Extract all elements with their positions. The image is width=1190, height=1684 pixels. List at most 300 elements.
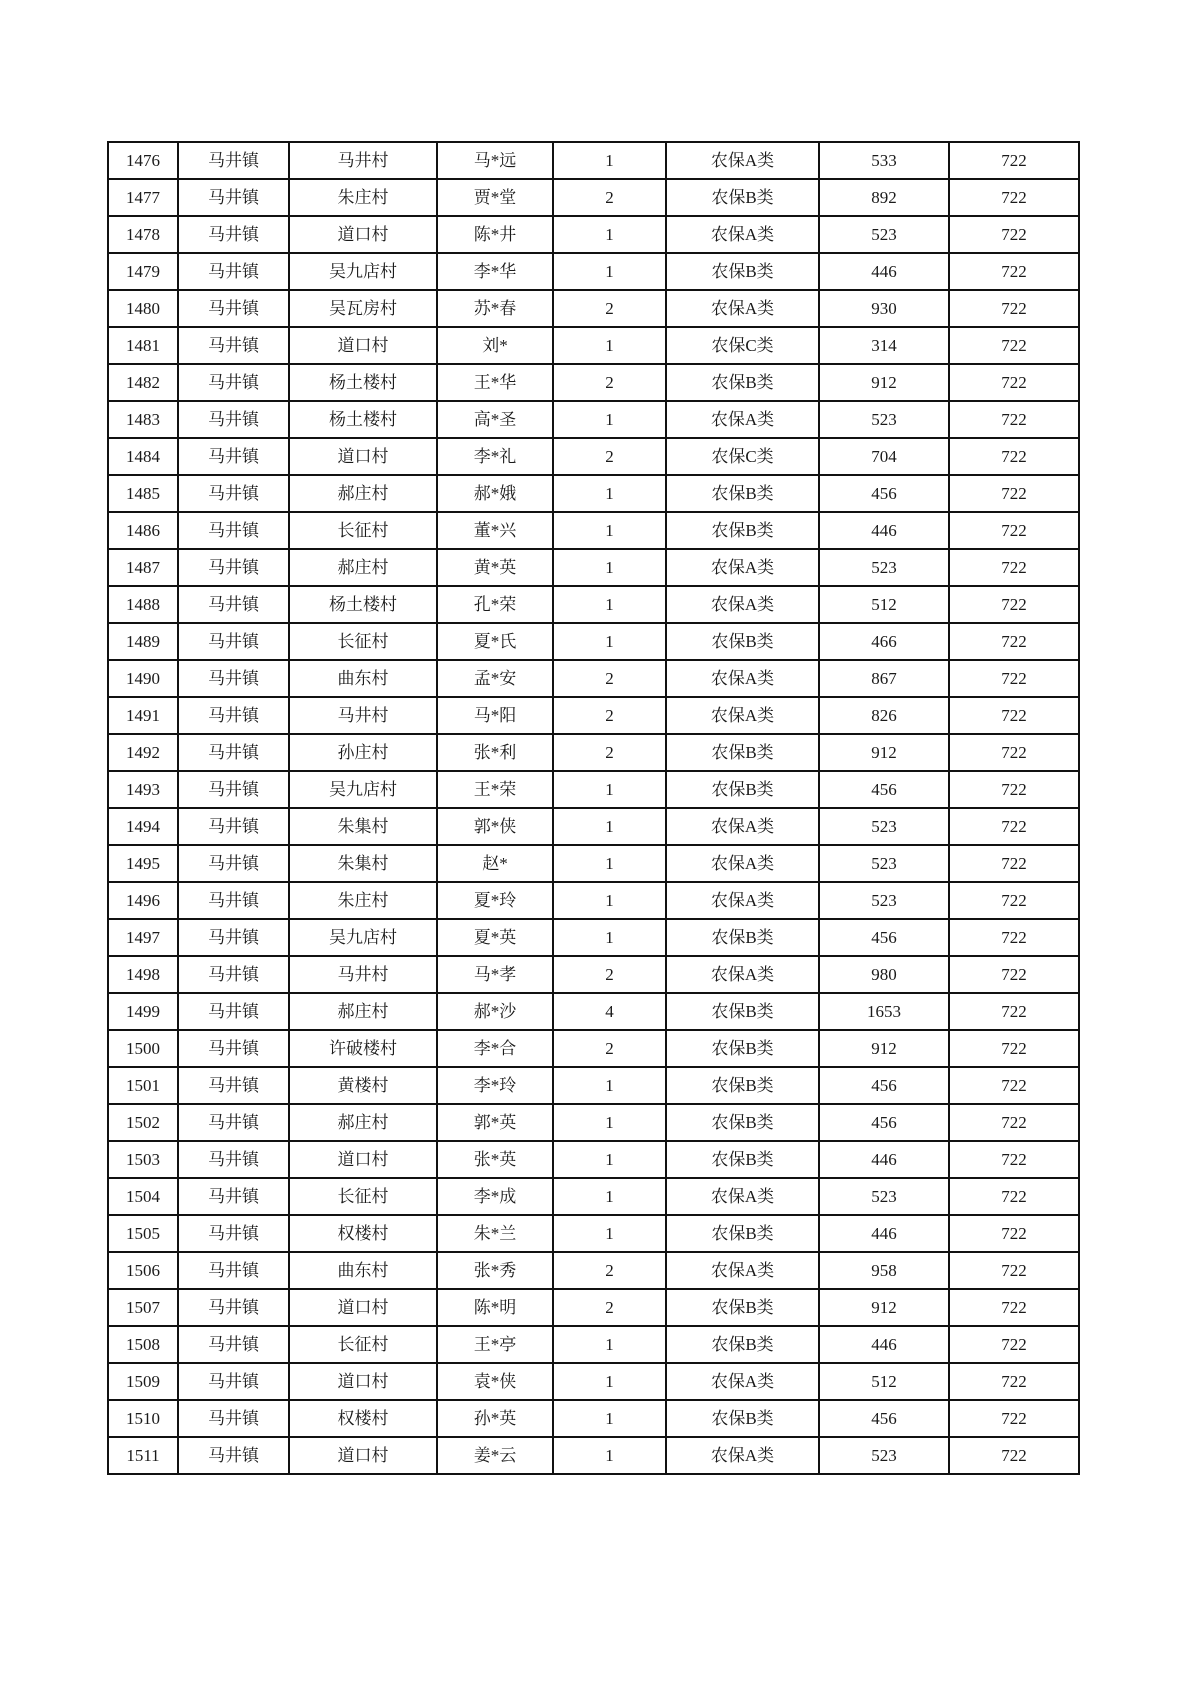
cell-amount: 523 bbox=[819, 216, 949, 253]
table-row bbox=[108, 919, 1079, 956]
cell-town: 马井镇 bbox=[178, 1252, 289, 1289]
cell-amount: 446 bbox=[819, 512, 949, 549]
cell-amount: 446 bbox=[819, 1326, 949, 1363]
cell-name: 李*华 bbox=[437, 253, 553, 290]
table-row bbox=[108, 1141, 1079, 1178]
cell-town: 马井镇 bbox=[178, 1289, 289, 1326]
cell-serial-number: 1498 bbox=[108, 956, 178, 993]
cell-household-members: 1 bbox=[553, 549, 666, 586]
cell-household-members: 1 bbox=[553, 512, 666, 549]
cell-amount: 314 bbox=[819, 327, 949, 364]
cell-standard: 722 bbox=[949, 1141, 1079, 1178]
cell-standard: 722 bbox=[949, 845, 1079, 882]
cell-standard: 722 bbox=[949, 1437, 1079, 1474]
cell-amount: 892 bbox=[819, 179, 949, 216]
cell-name: 张*英 bbox=[437, 1141, 553, 1178]
cell-amount: 456 bbox=[819, 475, 949, 512]
table-row bbox=[108, 364, 1079, 401]
table-row bbox=[108, 438, 1079, 475]
cell-name: 陈*井 bbox=[437, 216, 553, 253]
cell-standard: 722 bbox=[949, 882, 1079, 919]
table-row bbox=[108, 327, 1079, 364]
cell-village: 朱集村 bbox=[289, 808, 437, 845]
cell-name: 李*礼 bbox=[437, 438, 553, 475]
cell-serial-number: 1503 bbox=[108, 1141, 178, 1178]
cell-household-members: 1 bbox=[553, 808, 666, 845]
cell-village: 杨土楼村 bbox=[289, 364, 437, 401]
cell-village: 杨土楼村 bbox=[289, 401, 437, 438]
cell-standard: 722 bbox=[949, 216, 1079, 253]
cell-serial-number: 1493 bbox=[108, 771, 178, 808]
cell-amount: 523 bbox=[819, 808, 949, 845]
cell-town: 马井镇 bbox=[178, 142, 289, 179]
cell-household-members: 2 bbox=[553, 179, 666, 216]
cell-village: 马井村 bbox=[289, 956, 437, 993]
cell-household-members: 1 bbox=[553, 1363, 666, 1400]
cell-amount: 446 bbox=[819, 1141, 949, 1178]
table-row bbox=[108, 1178, 1079, 1215]
cell-amount: 912 bbox=[819, 1289, 949, 1326]
table-row bbox=[108, 1363, 1079, 1400]
table-row bbox=[108, 401, 1079, 438]
cell-standard: 722 bbox=[949, 1363, 1079, 1400]
cell-category: 农保A类 bbox=[666, 1178, 819, 1215]
cell-amount: 704 bbox=[819, 438, 949, 475]
cell-category: 农保B类 bbox=[666, 1400, 819, 1437]
cell-town: 马井镇 bbox=[178, 290, 289, 327]
cell-amount: 523 bbox=[819, 845, 949, 882]
cell-serial-number: 1483 bbox=[108, 401, 178, 438]
cell-household-members: 2 bbox=[553, 1289, 666, 1326]
cell-category: 农保A类 bbox=[666, 1363, 819, 1400]
cell-amount: 912 bbox=[819, 734, 949, 771]
cell-name: 夏*玲 bbox=[437, 882, 553, 919]
cell-household-members: 2 bbox=[553, 697, 666, 734]
cell-household-members: 4 bbox=[553, 993, 666, 1030]
cell-standard: 722 bbox=[949, 364, 1079, 401]
cell-serial-number: 1481 bbox=[108, 327, 178, 364]
cell-town: 马井镇 bbox=[178, 697, 289, 734]
cell-amount: 523 bbox=[819, 1437, 949, 1474]
cell-town: 马井镇 bbox=[178, 771, 289, 808]
cell-category: 农保A类 bbox=[666, 290, 819, 327]
cell-serial-number: 1506 bbox=[108, 1252, 178, 1289]
cell-standard: 722 bbox=[949, 549, 1079, 586]
cell-category: 农保B类 bbox=[666, 1141, 819, 1178]
cell-category: 农保A类 bbox=[666, 1252, 819, 1289]
cell-serial-number: 1484 bbox=[108, 438, 178, 475]
cell-name: 孙*英 bbox=[437, 1400, 553, 1437]
cell-household-members: 1 bbox=[553, 1067, 666, 1104]
cell-town: 马井镇 bbox=[178, 216, 289, 253]
cell-serial-number: 1508 bbox=[108, 1326, 178, 1363]
cell-town: 马井镇 bbox=[178, 364, 289, 401]
cell-standard: 722 bbox=[949, 586, 1079, 623]
cell-household-members: 1 bbox=[553, 142, 666, 179]
table-row bbox=[108, 475, 1079, 512]
cell-town: 马井镇 bbox=[178, 1067, 289, 1104]
cell-village: 杨土楼村 bbox=[289, 586, 437, 623]
cell-village: 马井村 bbox=[289, 142, 437, 179]
cell-amount: 446 bbox=[819, 1215, 949, 1252]
cell-household-members: 1 bbox=[553, 1104, 666, 1141]
cell-village: 朱集村 bbox=[289, 845, 437, 882]
cell-household-members: 2 bbox=[553, 660, 666, 697]
cell-household-members: 1 bbox=[553, 216, 666, 253]
cell-town: 马井镇 bbox=[178, 1400, 289, 1437]
cell-town: 马井镇 bbox=[178, 845, 289, 882]
cell-serial-number: 1496 bbox=[108, 882, 178, 919]
table-row bbox=[108, 1252, 1079, 1289]
cell-village: 朱庄村 bbox=[289, 179, 437, 216]
cell-household-members: 1 bbox=[553, 882, 666, 919]
cell-amount: 867 bbox=[819, 660, 949, 697]
cell-standard: 722 bbox=[949, 253, 1079, 290]
cell-household-members: 1 bbox=[553, 475, 666, 512]
cell-category: 农保B类 bbox=[666, 1326, 819, 1363]
table-row bbox=[108, 290, 1079, 327]
cell-amount: 456 bbox=[819, 1067, 949, 1104]
cell-name: 张*利 bbox=[437, 734, 553, 771]
cell-household-members: 1 bbox=[553, 623, 666, 660]
cell-household-members: 1 bbox=[553, 586, 666, 623]
cell-standard: 722 bbox=[949, 1030, 1079, 1067]
cell-household-members: 1 bbox=[553, 1437, 666, 1474]
cell-name: 孟*安 bbox=[437, 660, 553, 697]
cell-town: 马井镇 bbox=[178, 253, 289, 290]
table-row bbox=[108, 549, 1079, 586]
cell-amount: 523 bbox=[819, 1178, 949, 1215]
cell-standard: 722 bbox=[949, 1067, 1079, 1104]
cell-amount: 456 bbox=[819, 771, 949, 808]
cell-household-members: 1 bbox=[553, 771, 666, 808]
cell-amount: 456 bbox=[819, 919, 949, 956]
cell-category: 农保B类 bbox=[666, 1067, 819, 1104]
cell-household-members: 1 bbox=[553, 1326, 666, 1363]
cell-name: 马*远 bbox=[437, 142, 553, 179]
table-body bbox=[108, 142, 1079, 1474]
cell-household-members: 2 bbox=[553, 734, 666, 771]
cell-amount: 912 bbox=[819, 364, 949, 401]
cell-category: 农保B类 bbox=[666, 364, 819, 401]
table-row bbox=[108, 179, 1079, 216]
cell-household-members: 1 bbox=[553, 1215, 666, 1252]
cell-town: 马井镇 bbox=[178, 512, 289, 549]
cell-standard: 722 bbox=[949, 179, 1079, 216]
cell-name: 夏*氏 bbox=[437, 623, 553, 660]
cell-name: 朱*兰 bbox=[437, 1215, 553, 1252]
cell-name: 刘* bbox=[437, 327, 553, 364]
table-row bbox=[108, 586, 1079, 623]
cell-serial-number: 1501 bbox=[108, 1067, 178, 1104]
cell-category: 农保A类 bbox=[666, 808, 819, 845]
cell-town: 马井镇 bbox=[178, 808, 289, 845]
cell-name: 苏*春 bbox=[437, 290, 553, 327]
cell-category: 农保B类 bbox=[666, 919, 819, 956]
cell-serial-number: 1491 bbox=[108, 697, 178, 734]
cell-standard: 722 bbox=[949, 438, 1079, 475]
cell-town: 马井镇 bbox=[178, 401, 289, 438]
cell-village: 道口村 bbox=[289, 1141, 437, 1178]
cell-category: 农保B类 bbox=[666, 475, 819, 512]
cell-name: 高*圣 bbox=[437, 401, 553, 438]
cell-village: 道口村 bbox=[289, 327, 437, 364]
cell-serial-number: 1485 bbox=[108, 475, 178, 512]
cell-town: 马井镇 bbox=[178, 1326, 289, 1363]
cell-village: 曲东村 bbox=[289, 1252, 437, 1289]
cell-amount: 533 bbox=[819, 142, 949, 179]
cell-village: 吴九店村 bbox=[289, 253, 437, 290]
table-row bbox=[108, 1030, 1079, 1067]
cell-category: 农保B类 bbox=[666, 1215, 819, 1252]
cell-name: 王*华 bbox=[437, 364, 553, 401]
cell-name: 王*荣 bbox=[437, 771, 553, 808]
cell-amount: 446 bbox=[819, 253, 949, 290]
cell-category: 农保B类 bbox=[666, 253, 819, 290]
cell-category: 农保B类 bbox=[666, 1289, 819, 1326]
cell-town: 马井镇 bbox=[178, 660, 289, 697]
cell-standard: 722 bbox=[949, 290, 1079, 327]
table-row bbox=[108, 1067, 1079, 1104]
cell-amount: 512 bbox=[819, 586, 949, 623]
table-row bbox=[108, 771, 1079, 808]
cell-town: 马井镇 bbox=[178, 438, 289, 475]
cell-name: 黄*英 bbox=[437, 549, 553, 586]
cell-standard: 722 bbox=[949, 1178, 1079, 1215]
cell-serial-number: 1510 bbox=[108, 1400, 178, 1437]
cell-serial-number: 1500 bbox=[108, 1030, 178, 1067]
cell-serial-number: 1479 bbox=[108, 253, 178, 290]
cell-village: 孙庄村 bbox=[289, 734, 437, 771]
cell-household-members: 2 bbox=[553, 1030, 666, 1067]
cell-village: 长征村 bbox=[289, 512, 437, 549]
table-row bbox=[108, 512, 1079, 549]
cell-name: 郭*英 bbox=[437, 1104, 553, 1141]
table-row bbox=[108, 845, 1079, 882]
cell-amount: 958 bbox=[819, 1252, 949, 1289]
cell-village: 道口村 bbox=[289, 1289, 437, 1326]
cell-household-members: 2 bbox=[553, 364, 666, 401]
cell-serial-number: 1490 bbox=[108, 660, 178, 697]
cell-amount: 930 bbox=[819, 290, 949, 327]
cell-serial-number: 1486 bbox=[108, 512, 178, 549]
cell-village: 道口村 bbox=[289, 1363, 437, 1400]
beneficiary-table bbox=[107, 141, 1080, 1475]
cell-household-members: 2 bbox=[553, 1252, 666, 1289]
cell-town: 马井镇 bbox=[178, 475, 289, 512]
cell-town: 马井镇 bbox=[178, 734, 289, 771]
cell-amount: 980 bbox=[819, 956, 949, 993]
cell-village: 权楼村 bbox=[289, 1215, 437, 1252]
cell-town: 马井镇 bbox=[178, 882, 289, 919]
cell-household-members: 1 bbox=[553, 327, 666, 364]
cell-serial-number: 1502 bbox=[108, 1104, 178, 1141]
table-row bbox=[108, 882, 1079, 919]
cell-village: 郝庄村 bbox=[289, 1104, 437, 1141]
cell-standard: 722 bbox=[949, 512, 1079, 549]
cell-serial-number: 1505 bbox=[108, 1215, 178, 1252]
cell-standard: 722 bbox=[949, 771, 1079, 808]
cell-village: 马井村 bbox=[289, 697, 437, 734]
cell-category: 农保B类 bbox=[666, 993, 819, 1030]
cell-village: 长征村 bbox=[289, 1326, 437, 1363]
cell-name: 贾*堂 bbox=[437, 179, 553, 216]
cell-category: 农保A类 bbox=[666, 697, 819, 734]
table-row bbox=[108, 1215, 1079, 1252]
cell-name: 袁*侠 bbox=[437, 1363, 553, 1400]
cell-name: 夏*英 bbox=[437, 919, 553, 956]
cell-standard: 722 bbox=[949, 993, 1079, 1030]
cell-town: 马井镇 bbox=[178, 586, 289, 623]
cell-category: 农保B类 bbox=[666, 734, 819, 771]
table-row bbox=[108, 1289, 1079, 1326]
cell-category: 农保B类 bbox=[666, 179, 819, 216]
cell-category: 农保A类 bbox=[666, 549, 819, 586]
cell-category: 农保A类 bbox=[666, 142, 819, 179]
cell-category: 农保A类 bbox=[666, 401, 819, 438]
cell-standard: 722 bbox=[949, 1104, 1079, 1141]
cell-serial-number: 1482 bbox=[108, 364, 178, 401]
cell-category: 农保A类 bbox=[666, 845, 819, 882]
cell-town: 马井镇 bbox=[178, 1363, 289, 1400]
cell-category: 农保B类 bbox=[666, 512, 819, 549]
table-row bbox=[108, 660, 1079, 697]
cell-serial-number: 1492 bbox=[108, 734, 178, 771]
cell-name: 王*亭 bbox=[437, 1326, 553, 1363]
cell-town: 马井镇 bbox=[178, 179, 289, 216]
cell-town: 马井镇 bbox=[178, 993, 289, 1030]
table-row bbox=[108, 623, 1079, 660]
cell-standard: 722 bbox=[949, 142, 1079, 179]
cell-standard: 722 bbox=[949, 401, 1079, 438]
cell-standard: 722 bbox=[949, 734, 1079, 771]
cell-town: 马井镇 bbox=[178, 327, 289, 364]
cell-category: 农保B类 bbox=[666, 1104, 819, 1141]
cell-village: 郝庄村 bbox=[289, 993, 437, 1030]
cell-serial-number: 1487 bbox=[108, 549, 178, 586]
cell-town: 马井镇 bbox=[178, 956, 289, 993]
cell-serial-number: 1480 bbox=[108, 290, 178, 327]
cell-category: 农保B类 bbox=[666, 771, 819, 808]
cell-village: 权楼村 bbox=[289, 1400, 437, 1437]
cell-standard: 722 bbox=[949, 1289, 1079, 1326]
cell-standard: 722 bbox=[949, 327, 1079, 364]
cell-town: 马井镇 bbox=[178, 1141, 289, 1178]
cell-serial-number: 1478 bbox=[108, 216, 178, 253]
cell-name: 赵* bbox=[437, 845, 553, 882]
cell-household-members: 2 bbox=[553, 956, 666, 993]
cell-serial-number: 1495 bbox=[108, 845, 178, 882]
cell-village: 道口村 bbox=[289, 216, 437, 253]
cell-amount: 466 bbox=[819, 623, 949, 660]
cell-household-members: 1 bbox=[553, 1141, 666, 1178]
cell-serial-number: 1477 bbox=[108, 179, 178, 216]
table-row bbox=[108, 1400, 1079, 1437]
table-row bbox=[108, 253, 1079, 290]
cell-category: 农保B类 bbox=[666, 1030, 819, 1067]
cell-amount: 826 bbox=[819, 697, 949, 734]
cell-amount: 1653 bbox=[819, 993, 949, 1030]
cell-name: 郭*侠 bbox=[437, 808, 553, 845]
cell-serial-number: 1499 bbox=[108, 993, 178, 1030]
cell-village: 长征村 bbox=[289, 623, 437, 660]
table-row bbox=[108, 993, 1079, 1030]
cell-village: 吴九店村 bbox=[289, 771, 437, 808]
cell-serial-number: 1494 bbox=[108, 808, 178, 845]
cell-category: 农保C类 bbox=[666, 438, 819, 475]
cell-name: 董*兴 bbox=[437, 512, 553, 549]
cell-name: 马*孝 bbox=[437, 956, 553, 993]
cell-household-members: 2 bbox=[553, 290, 666, 327]
cell-name: 郝*娥 bbox=[437, 475, 553, 512]
cell-name: 李*合 bbox=[437, 1030, 553, 1067]
cell-category: 农保A类 bbox=[666, 660, 819, 697]
cell-standard: 722 bbox=[949, 475, 1079, 512]
cell-name: 郝*沙 bbox=[437, 993, 553, 1030]
cell-standard: 722 bbox=[949, 623, 1079, 660]
cell-town: 马井镇 bbox=[178, 1215, 289, 1252]
cell-amount: 523 bbox=[819, 401, 949, 438]
cell-standard: 722 bbox=[949, 660, 1079, 697]
table-row bbox=[108, 1326, 1079, 1363]
table-row bbox=[108, 734, 1079, 771]
cell-village: 吴九店村 bbox=[289, 919, 437, 956]
table-row bbox=[108, 1437, 1079, 1474]
cell-town: 马井镇 bbox=[178, 623, 289, 660]
cell-category: 农保A类 bbox=[666, 956, 819, 993]
cell-village: 许破楼村 bbox=[289, 1030, 437, 1067]
cell-village: 朱庄村 bbox=[289, 882, 437, 919]
cell-town: 马井镇 bbox=[178, 1178, 289, 1215]
cell-village: 郝庄村 bbox=[289, 475, 437, 512]
cell-amount: 456 bbox=[819, 1400, 949, 1437]
cell-serial-number: 1504 bbox=[108, 1178, 178, 1215]
table-row bbox=[108, 1104, 1079, 1141]
cell-serial-number: 1489 bbox=[108, 623, 178, 660]
cell-standard: 722 bbox=[949, 808, 1079, 845]
table-row bbox=[108, 956, 1079, 993]
cell-name: 李*玲 bbox=[437, 1067, 553, 1104]
cell-standard: 722 bbox=[949, 697, 1079, 734]
cell-village: 郝庄村 bbox=[289, 549, 437, 586]
cell-standard: 722 bbox=[949, 1252, 1079, 1289]
cell-standard: 722 bbox=[949, 1400, 1079, 1437]
cell-category: 农保C类 bbox=[666, 327, 819, 364]
cell-name: 李*成 bbox=[437, 1178, 553, 1215]
cell-village: 长征村 bbox=[289, 1178, 437, 1215]
cell-village: 道口村 bbox=[289, 438, 437, 475]
cell-standard: 722 bbox=[949, 956, 1079, 993]
cell-amount: 456 bbox=[819, 1104, 949, 1141]
cell-serial-number: 1507 bbox=[108, 1289, 178, 1326]
cell-village: 吴瓦房村 bbox=[289, 290, 437, 327]
cell-standard: 722 bbox=[949, 919, 1079, 956]
cell-town: 马井镇 bbox=[178, 919, 289, 956]
cell-name: 马*阳 bbox=[437, 697, 553, 734]
cell-town: 马井镇 bbox=[178, 1030, 289, 1067]
table-row bbox=[108, 808, 1079, 845]
cell-amount: 523 bbox=[819, 882, 949, 919]
cell-amount: 512 bbox=[819, 1363, 949, 1400]
cell-category: 农保A类 bbox=[666, 1437, 819, 1474]
cell-serial-number: 1476 bbox=[108, 142, 178, 179]
cell-household-members: 1 bbox=[553, 401, 666, 438]
cell-standard: 722 bbox=[949, 1326, 1079, 1363]
cell-town: 马井镇 bbox=[178, 1437, 289, 1474]
cell-category: 农保B类 bbox=[666, 623, 819, 660]
cell-household-members: 1 bbox=[553, 253, 666, 290]
cell-town: 马井镇 bbox=[178, 549, 289, 586]
